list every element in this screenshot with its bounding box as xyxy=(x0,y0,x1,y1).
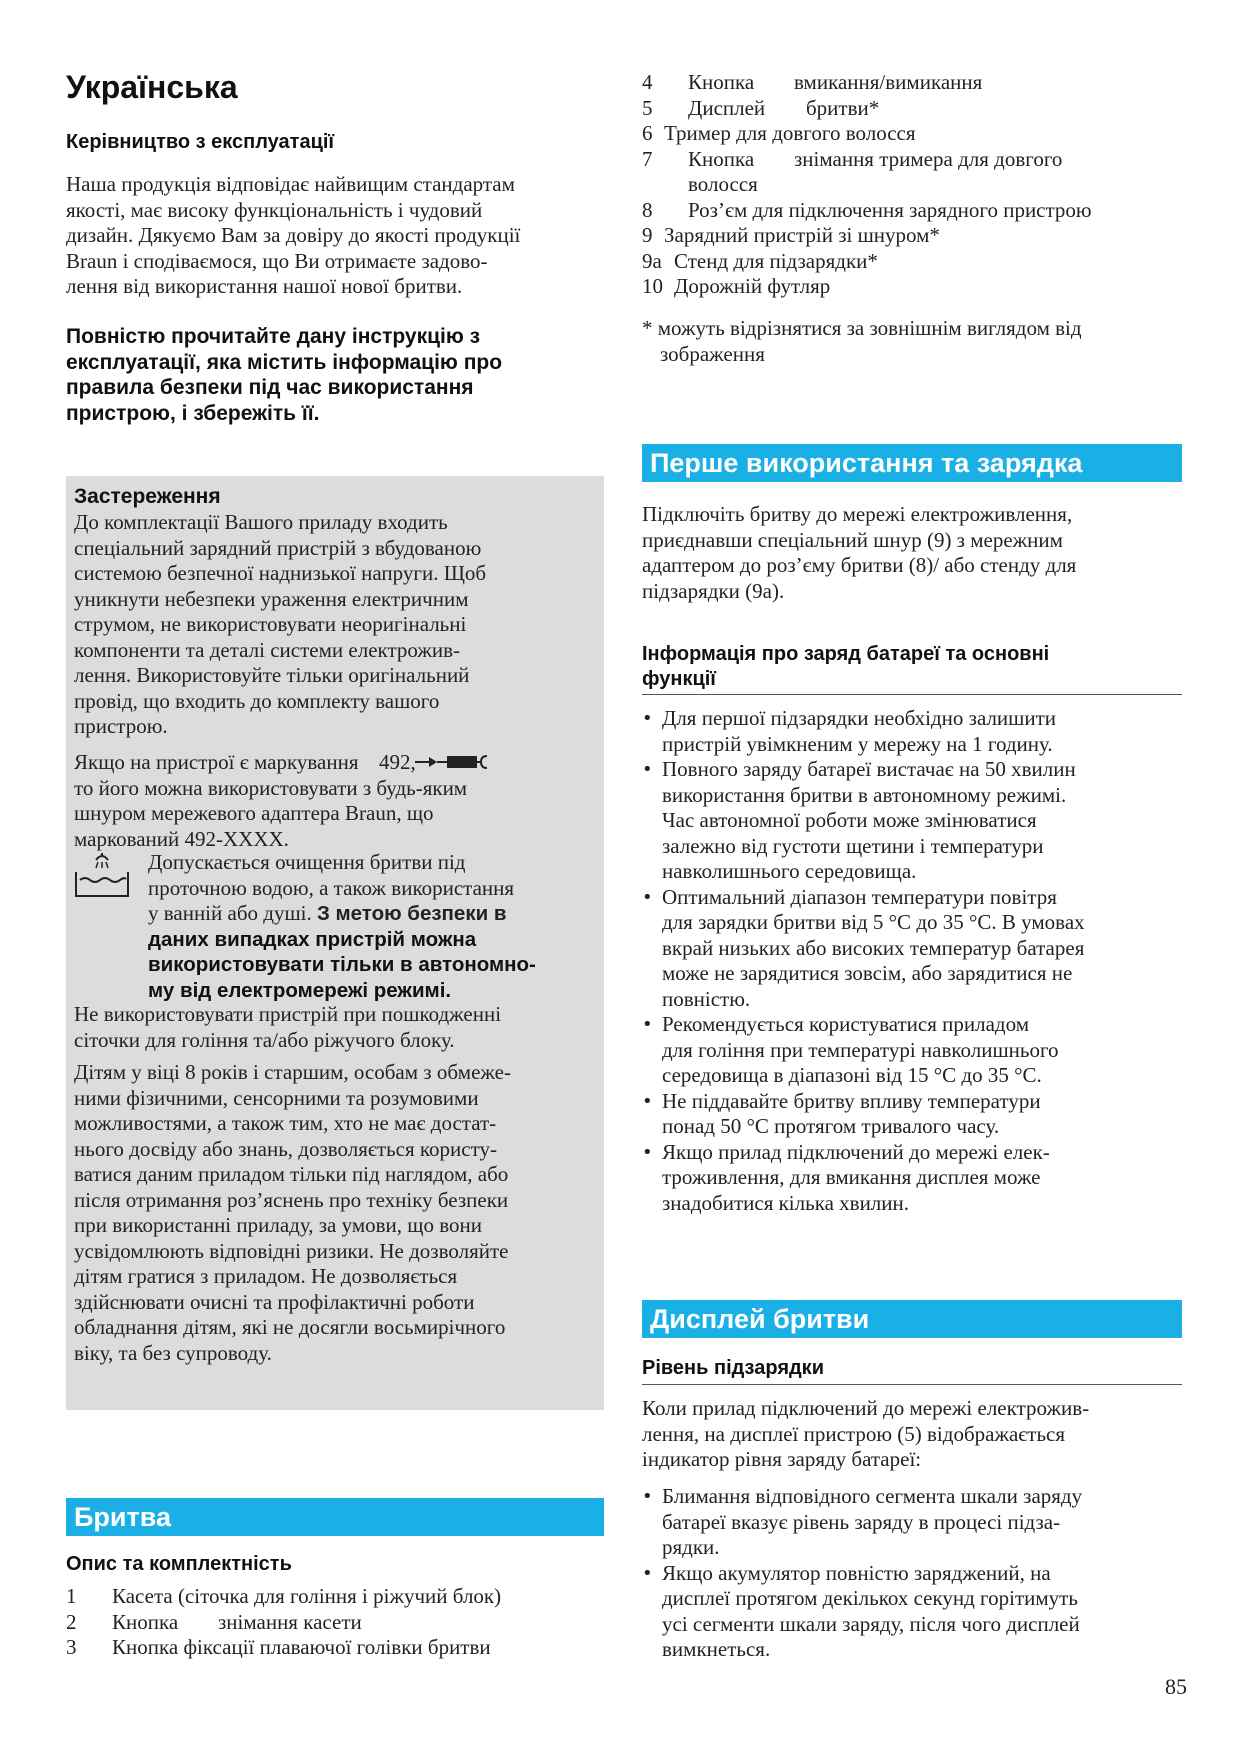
battery-info-heading xyxy=(642,642,1182,692)
bold-span: З метою безпеки в xyxy=(316,902,507,925)
text-line: після отримання роз’яснень про техніку безпеки xyxy=(74,1187,509,1212)
charge-level-heading: Рівень підзарядки xyxy=(642,1357,824,1379)
item-number: 2 xyxy=(66,1609,77,1634)
text-line: підзарядки (9a). xyxy=(642,578,785,603)
battery-info-list xyxy=(642,706,1182,1216)
list-item xyxy=(642,1140,1182,1217)
text-line: • Оптимальний діапазон температури повітря xyxy=(662,884,1057,909)
text-line: ватися даним приладом тільки під наглядом, або xyxy=(74,1162,509,1186)
text-line: лення. Використовуйте тільки оригінальний xyxy=(74,663,470,687)
text-line: пристрою, і збережіть її. xyxy=(66,401,320,425)
list-item xyxy=(642,1484,1182,1561)
text-line: знадобитися кілька хвилин. xyxy=(662,1190,910,1215)
text-line: експлуатації, яка містить інформацію про xyxy=(66,350,503,374)
parts-list-item xyxy=(642,249,878,275)
text-line: • Для першої підзарядки необхідно залишити xyxy=(662,706,1056,730)
item-text-continued: бритви* xyxy=(806,95,880,120)
text-line: Допускається очищення бритви під xyxy=(148,850,466,874)
heading-underline xyxy=(642,694,1182,695)
charge-level-list xyxy=(642,1484,1182,1663)
item-text: волосся xyxy=(688,172,758,196)
item-text: Касета (сіточка для гоління і ріжучий блок) xyxy=(112,1584,502,1608)
adapter-plug-icon xyxy=(415,752,493,772)
item-text: Дисплей xyxy=(688,95,766,120)
text-line: для зарядки бритви від 5 °C до 35 °C. В умовах xyxy=(662,910,1085,934)
text-line: Наша продукція відповідає найвищим стандартам xyxy=(66,172,515,196)
text-line: навколишнього середовища. xyxy=(662,859,917,883)
text-line: при використанні приладу, за умови, що вони xyxy=(74,1213,482,1237)
item-text: Кнопка фіксації плаваючої голівки бритви xyxy=(112,1635,491,1659)
text-line: лення, на дисплеї пристрою (5) відображається xyxy=(642,1421,1066,1446)
text-line: віку, та без супроводу. xyxy=(74,1340,272,1365)
bold-line: використовувати тільки в автономно- xyxy=(148,953,536,976)
water-bath-icon xyxy=(72,850,132,902)
list-item xyxy=(642,1012,1182,1089)
text-line: вкрай низьких або високих температур батарея xyxy=(662,935,1085,960)
item-text: Стенд для підзарядки* xyxy=(674,248,878,273)
text-line: • Якщо прилад підключений до мережі елек- xyxy=(662,1139,1050,1164)
parts-list-item xyxy=(66,1635,491,1661)
item-number: 7 xyxy=(642,146,653,171)
text-line: Інформація про заряд батареї та основні xyxy=(642,643,1050,665)
text-line: зображення xyxy=(660,341,765,366)
marking-line: Якщо на пристрої є маркування 492, xyxy=(74,750,599,776)
item-text: Тример для довгого волосся xyxy=(664,121,916,145)
manual-heading: Керівництво з експлуатації xyxy=(66,131,335,153)
intro-paragraph xyxy=(66,172,606,300)
warning-paragraph-2 xyxy=(74,750,599,852)
text-line: повністю. xyxy=(662,986,751,1011)
text-line: здійснювати очисні та профілактичні роботи xyxy=(74,1289,475,1314)
parts-list-left xyxy=(66,1584,606,1664)
charge-level-paragraph xyxy=(642,1396,1182,1473)
text-line: До комплектації Вашого приладу входить xyxy=(74,510,448,534)
text-line: дітям гратися з приладом. Не дозволяється xyxy=(74,1264,458,1288)
text-line: ними фізичними, сенсорними та розумовими xyxy=(74,1085,479,1110)
text-line: індикатор рівня заряду батареї: xyxy=(642,1447,922,1471)
item-number: 4 xyxy=(642,70,653,94)
item-text: Роз’єм для підключення зарядного пристрою xyxy=(688,197,1092,222)
read-instructions-notice xyxy=(66,324,502,426)
parts-list-item xyxy=(642,147,1062,173)
text-line: маркований 492-XXXX. xyxy=(74,826,289,851)
item-number: 9a xyxy=(642,248,662,273)
text-line: Час автономної роботи може змінюватися xyxy=(662,808,1037,832)
list-item xyxy=(642,885,1182,1013)
text-line: адаптером до роз’єму бритви (8)/ або стенду для xyxy=(642,553,1077,577)
text-line: понад 50 °C протягом тривалого часу. xyxy=(662,1114,1000,1138)
text-line: приєднавши спеціальний шнур (9) з мережним xyxy=(642,527,1063,552)
text-line: Braun і сподіваємося, що Ви отримаєте задово- xyxy=(66,248,488,273)
item-text: Зарядний пристрій зі шнуром* xyxy=(664,223,940,247)
section-bar-first-use: Перше використання та зарядка xyxy=(642,444,1182,482)
language-title: Українська xyxy=(66,69,238,105)
warning-box xyxy=(66,476,604,1410)
item-text: Кнопка xyxy=(112,1609,179,1634)
text-line: системою безпечної наднизької напруги. Щоб xyxy=(74,561,487,585)
text-line: можливостями, а також тим, хто не має достат- xyxy=(74,1111,497,1135)
item-text: Дорожній футляр xyxy=(674,274,831,298)
text-line: спеціальний зарядний пристрій з вбудованою xyxy=(74,535,482,560)
warning-paragraph-3 xyxy=(74,1002,599,1053)
text-line: функції xyxy=(642,668,716,690)
parts-list-item xyxy=(642,96,879,122)
text-line: рядки. xyxy=(662,1535,720,1559)
parts-list-item xyxy=(642,198,1092,224)
item-text: Кнопка xyxy=(688,146,755,171)
item-text-continued: знімання тримера для довгого xyxy=(794,146,1063,171)
text-line: то його можна використовувати з будь-яким xyxy=(74,775,468,800)
text-line: троживлення, для вмикання дисплея може xyxy=(662,1165,1041,1189)
item-number: 5 xyxy=(642,95,653,120)
text-line: батареї вказує рівень заряду в процесі підза- xyxy=(662,1509,1061,1534)
item-number: 8 xyxy=(642,197,653,222)
text-line: використання бритви в автономному режимі. xyxy=(662,782,1067,807)
text-line: Підключіть бритву до мережі електроживлення, xyxy=(642,502,1073,526)
text-line: усвідомлюють відповідні ризики. Не дозволяйте xyxy=(74,1238,509,1263)
item-number: 1 xyxy=(66,1584,77,1608)
item-text-continued: вмикання/вимикання xyxy=(794,70,983,94)
text-line: сіточки для гоління та/або ріжучого блоку. xyxy=(74,1027,455,1052)
text-line: уникнути небезпеки ураження електричним xyxy=(74,586,469,611)
text-line: залежно від густоти щетини і температури xyxy=(662,833,1044,858)
parts-list-item xyxy=(642,274,830,300)
text-line: пристрою. xyxy=(74,714,168,738)
marking-code: 492 xyxy=(378,750,411,774)
text-line: дисплеї протягом декількох секунд горітимуть xyxy=(662,1586,1078,1610)
parts-list-right xyxy=(642,70,1182,310)
text-line: Повністю прочитайте дану інструкцію з xyxy=(66,325,481,348)
text-line: середовища в діапазоні від 15 °C до 35 °C. xyxy=(662,1063,1042,1087)
text-span: у ванній або душі. xyxy=(148,901,312,925)
text-line: провід, що входить до комплекту вашого xyxy=(74,688,440,713)
parts-list-item xyxy=(66,1584,501,1610)
text-line: якості, має високу функціональність і чудовий xyxy=(66,197,483,222)
list-item xyxy=(642,1561,1182,1663)
item-text: Кнопка xyxy=(688,70,755,94)
item-number: 6 xyxy=(642,121,653,145)
mixed-line xyxy=(148,901,604,927)
text-line: проточною водою, а також використання xyxy=(148,875,515,900)
text-line: • Не піддавайте бритву впливу температури xyxy=(662,1088,1041,1113)
bold-line: даних випадках пристрій можна xyxy=(148,927,477,951)
text-line: лення від використання нашої нової бритви. xyxy=(66,274,463,298)
text-line: Не використовувати пристрій при пошкодженні xyxy=(74,1002,502,1026)
warning-paragraph-1 xyxy=(74,510,599,740)
text-line: • Повного заряду батареї вистачає на 50 хвилин xyxy=(662,757,1076,781)
footnote xyxy=(642,316,1182,367)
section-bar-shaver: Бритва xyxy=(66,1498,604,1536)
text-line: дизайн. Дякуємо Вам за довіру до якості продукції xyxy=(66,223,521,247)
list-item xyxy=(642,757,1182,885)
text-line: Дітям у віці 8 років і старшим, особам з обмеже- xyxy=(74,1060,511,1084)
parts-list-item xyxy=(642,172,758,198)
text-line: • Блимання відповідного сегмента шкали заряду xyxy=(662,1484,1083,1508)
item-text-continued: знімання касети xyxy=(218,1609,362,1634)
text-line: • Якщо акумулятор повністю заряджений, на xyxy=(662,1560,1051,1585)
bold-line: му від електромережі режимі. xyxy=(148,978,452,1002)
text-line: пристрій увімкненим у мережу на 1 годину. xyxy=(662,731,1053,756)
text-line: струмом, не використовувати неоригінальні xyxy=(74,612,467,636)
page-number: 85 xyxy=(1165,1674,1187,1699)
section-bar-shaver-display: Дисплей бритви xyxy=(642,1300,1182,1338)
item-number: 9 xyxy=(642,223,653,247)
water-usage-paragraph-text xyxy=(148,850,604,1003)
text-line: * можуть відрізнятися за зовнішнім виглядом від xyxy=(642,316,1082,340)
text-line: обладнання дітям, які не досягли восьмирічного xyxy=(74,1315,506,1339)
text-line: для гоління при температурі навколишнього xyxy=(662,1037,1059,1062)
text-line: вимкнеться. xyxy=(662,1637,771,1661)
text-line: • Рекомендується користуватися приладом xyxy=(662,1012,1029,1036)
text-line: правила безпеки під час використання xyxy=(66,376,474,399)
description-heading: Опис та комплектність xyxy=(66,1553,292,1575)
parts-list-item xyxy=(642,70,982,96)
item-number: 3 xyxy=(66,1635,77,1659)
parts-list-item xyxy=(642,121,916,147)
item-number: 10 xyxy=(642,274,663,298)
text-line: нього досвіду або знань, дозволяється користу- xyxy=(74,1136,497,1161)
warning-heading: Застереження xyxy=(74,485,221,508)
text-line: може не зарядитися зовсім, або зарядитися не xyxy=(662,961,1073,985)
list-item xyxy=(642,706,1182,757)
text-line: Коли прилад підключений до мережі електрожив- xyxy=(642,1396,1090,1420)
marking-text: Якщо на пристрої є маркування xyxy=(74,750,359,774)
parts-list-item xyxy=(66,1610,362,1636)
text-line: усі сегменти шкали заряду, після чого дисплей xyxy=(662,1611,1080,1636)
text-line: компоненти та деталі системи електрожив- xyxy=(74,637,461,662)
list-item xyxy=(642,1089,1182,1140)
heading-underline xyxy=(642,1384,1182,1385)
warning-paragraph-4 xyxy=(74,1060,599,1366)
text-line: шнуром мережевого адаптера Braun, що xyxy=(74,801,434,825)
first-use-paragraph xyxy=(642,502,1182,604)
parts-list-item xyxy=(642,223,940,249)
